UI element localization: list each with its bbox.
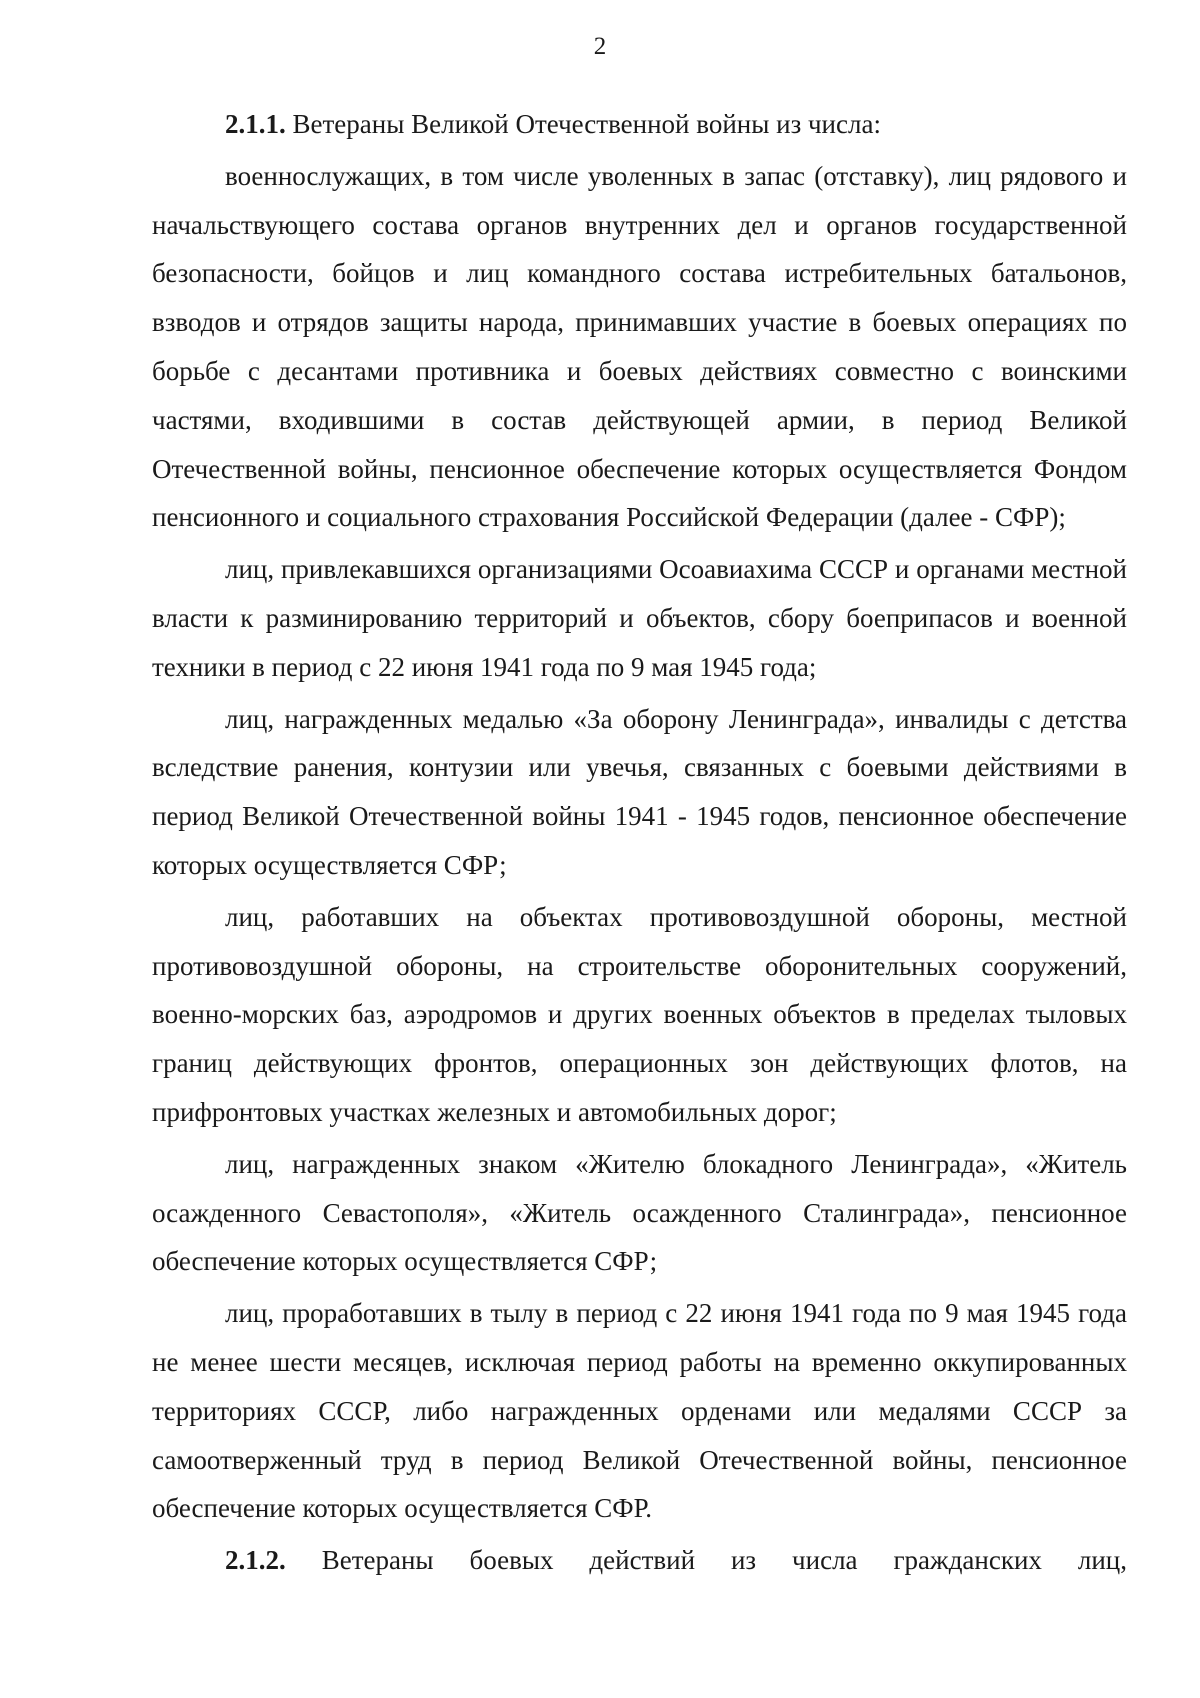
paragraph-siege-residents: лиц, награжденных знаком «Жителю блокадного Ленинграда», «Житель осажденного Севастополя», «Житель осажденного Сталинграда», пенсионное обеспечение которых осуществляется СФР; <box>152 1148 1127 1277</box>
section-heading-2-1-2 <box>152 1536 1127 1585</box>
paragraph-military-personnel: военнослужащих, в том числе уволенных в запас (отставку), лиц рядового и начальствующего состава органов внутренних дел и органов государственной безопасности, бойцов и лиц командного состава истребительных батальонов, взводов и отрядов защиты народа, принимавших участие в боевых операциях по борьбе с десантами противника и боевых действиях совместно с воинскими частями, входившими в состав действующей армии, в период Великой Отечественной войны, пенсионное обеспечение которых осуществляется Фондом пенсионного и социального страхования Российской Федерации (далее - СФР); <box>152 160 1127 533</box>
section-number: 2.1.2. <box>225 1545 286 1576</box>
section-number: 2.1.1. <box>225 109 286 139</box>
section-title: Ветераны Великой Отечественной войны из числа: <box>285 109 881 139</box>
section-heading-2-1-1 <box>152 100 1127 149</box>
paragraph-leningrad-medal: лиц, награжденных медалью «За оборону Ленинграда», инвалиды с детства вследствие ранения, контузии или увечья, связанных с боевыми действиями в период Великой Отечественной войны 1941 - 1945 годов, пенсионное обеспечение которых осуществляется СФР; <box>152 703 1127 880</box>
paragraph-osoaviakhim: лиц, привлекавшихся организациями Осоавиахима СССР и органами местной власти к разминированию территорий и объектов, сбору боеприпасов и военной техники в период с 22 июня 1941 года по 9 мая 1945 года; <box>152 554 1127 682</box>
section-title: Ветераны боевых действий из числа гражданских лиц, <box>285 1545 1127 1576</box>
paragraph-home-front-workers: лиц, проработавших в тылу в период с 22 июня 1941 года по 9 мая 1945 года не менее шести месяцев, исключая период работы на временно оккупированных территориях СССР, либо награжденных орденами или медалями СССР за самоотверженный труд в период Великой Отечественной войны, пенсионное обеспечение которых осуществляется СФР. <box>152 1298 1127 1524</box>
page-number: 2 <box>593 33 607 60</box>
document-body <box>152 100 1127 1588</box>
paragraph-air-defense-workers: лиц, работавших на объектах противовоздушной обороны, местной противовоздушной обороны, на строительстве оборонительных сооружений, военно-морских баз, аэродромов и других военных объектов в пределах тыловых границ действующих фронтов, операционных зон действующих флотов, на прифронтовых участках железных и автомобильных дорог; <box>152 901 1127 1127</box>
